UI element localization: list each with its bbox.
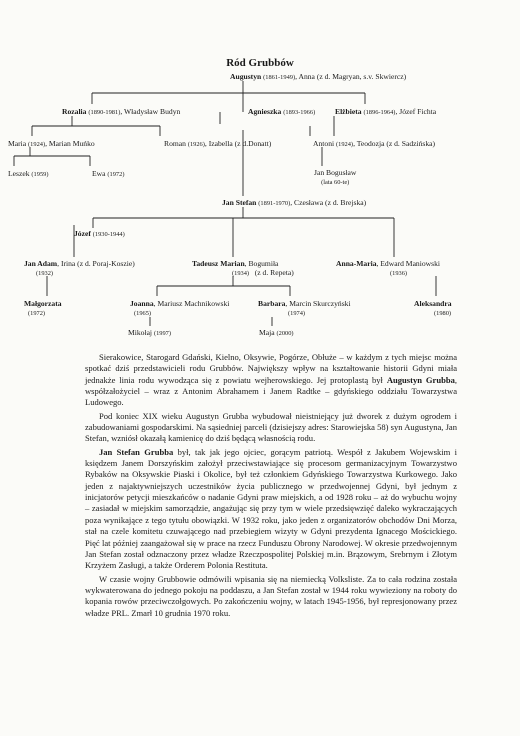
- person-years: (1861-1949): [263, 74, 296, 81]
- person-years: (1893-1966): [283, 109, 316, 116]
- paragraph-text: był, tak jak jego ojciec, gorącym patriotą. Wespół z Jakubem Wojewskim i księdzem Janem Dorszyńskim założył przeciwstawiające się procesom germanizacyjnym Towarzystwo Rybaków na Oksywskie Piaski i Okolice, był też członkiem Gdyńskiego Towarzystwa Kurkowego. Jako jeden z najaktywniejszych uczestników życia publicznego w przedwojennej Gdyni, był jednym z inicjatorów petycji mieszkańców o nadanie Gdyni praw miejskich, a od 1928 roku – aż do wybuchu wojny – zasiadał w miejskim samorządzie, angażując się przy tym w wiele przedsięwzięć daleko wykraczających poza wynikające z tego tytułu obowiązki. W 1932 roku, jako jeden z organizatorów obchodów Dni Morza, stał na czele komitetu czuwającego nad przebiegiem wizyty w Gdyni prezydenta Ignacego Mościckiego. Pięć lat później zaangażował się w prace na rzecz Funduszu Obrony Narodowej. W okresie przedwojennym Jan Stefan został odznaczony przez władze Rzeczpospolitej Polskiej m.in. Brązowym, Srebrnym i Złotym Krzyżem Zasługi, a także Orderem Polonia Restituta.: [85, 446, 457, 571]
- family-tree: [0, 0, 520, 345]
- person-years: (lata 60-te): [321, 179, 350, 186]
- person-spouse: , Marcin Skurczyński: [285, 299, 351, 308]
- person-maria: [8, 139, 95, 149]
- person-name: Maria: [8, 139, 27, 148]
- person-spouse: , Edward Maniowski: [376, 259, 440, 268]
- person-name: Mikołaj: [128, 328, 153, 337]
- person-name: Agnieszka: [248, 107, 282, 116]
- person-years: (1930-1944): [92, 231, 125, 238]
- person-spouse: , Bogumiła: [244, 259, 279, 268]
- person-name: Małgorzata: [24, 299, 62, 308]
- person-years: (1980): [434, 310, 452, 317]
- person-years: (1959): [31, 171, 49, 178]
- person-spouse: , Józef Fichta: [395, 107, 437, 116]
- paragraph: Pod koniec XIX wieku Augustyn Grubba wybudował nieistniejący już dworek z dużym ogrodem i zabudowaniami gospodarskimi. Na sąsiedniej parceli (dzisiejszy adres: Starowiejska 58) syn Augustyna, Jan Stefan, wzniósł okazałą kamienicę do dziś będącą własnością rodu.: [85, 410, 457, 444]
- person-name: Roman: [164, 139, 186, 148]
- person-name: Jan Adam: [24, 259, 58, 268]
- person-years: (1890-1981): [88, 109, 121, 116]
- person-spouse-maiden: (z d. Repeta): [254, 268, 294, 277]
- person-spouse: , Mariusz Machnikowski: [153, 299, 230, 308]
- paragraph-text: , współzałożyciel – wraz z Antonim Abrahamem i Janem Radtke – gdyńskiego oddziału Towarzystwa Ludowego.: [85, 374, 458, 408]
- person-augustyn: [230, 72, 406, 82]
- tree-connector-lines: [0, 0, 520, 345]
- person-years: (1896-1964): [363, 109, 396, 116]
- person-mikolaj: [128, 328, 171, 338]
- person-spouse: , Władysław Budyn: [120, 107, 181, 116]
- paragraph-text: Sierakowice, Starogard Gdański, Kielno, Oksywie, Pogórze, Obłuże – w każdym z tych miejsc można spotkać dziś przedstawicieli rodu Grubbów. Największy wpływ na kształtowanie historii Gdyni miała jednakże linia rodu wywodząca się z powiatu wejherowskiego. Jej protoplastą był: [85, 352, 457, 385]
- person-name: Anna-Maria: [336, 259, 377, 268]
- person-years: (1891-1970): [258, 200, 291, 207]
- person-years: (1934): [232, 270, 250, 277]
- person-roman: [164, 139, 271, 149]
- person-rozalia: [62, 107, 180, 117]
- person-jozef: [74, 229, 125, 239]
- person-aleksandra: [414, 299, 452, 318]
- person-jan-adam: [24, 259, 135, 278]
- person-years: (1965): [134, 310, 152, 317]
- paragraph: [85, 447, 457, 572]
- person-years: (1932): [36, 270, 54, 277]
- person-leszek: [8, 169, 48, 179]
- person-name: Barbara: [258, 299, 286, 308]
- person-name: Tadeusz Marian: [192, 259, 245, 268]
- person-years: (1997): [153, 330, 171, 337]
- person-spouse: , Teodozja (z d. Sadzińska): [353, 139, 436, 148]
- person-name: Elżbieta: [335, 107, 362, 116]
- person-years: (1924): [28, 141, 46, 148]
- person-tadeusz: [192, 259, 294, 278]
- person-anna-maria: [336, 259, 440, 278]
- person-name: Leszek: [8, 169, 30, 178]
- body-text: [85, 352, 457, 619]
- person-name: Józef: [74, 229, 91, 238]
- person-spouse: , Irina (z d. Poraj-Koszie): [57, 259, 135, 268]
- person-maja: [259, 328, 294, 338]
- highlight-name: Augustyn Grubba: [386, 374, 455, 385]
- person-name: Augustyn: [230, 72, 262, 81]
- person-name: Aleksandra: [414, 299, 452, 308]
- person-name: Antoni: [313, 139, 335, 148]
- person-spouse: , Izabella (z d.Donatt): [204, 139, 272, 148]
- person-malgorzata: [24, 299, 62, 318]
- person-name: Jan Stefan: [222, 198, 257, 207]
- person-spouse: , Marian Muńko: [45, 139, 95, 148]
- person-years: (1926): [187, 141, 205, 148]
- person-years: (1974): [288, 310, 306, 317]
- person-elzbieta: [335, 107, 436, 117]
- person-years: (1936): [390, 270, 408, 277]
- person-name: Joanna: [130, 299, 154, 308]
- person-years: (1924): [336, 141, 354, 148]
- person-joanna: [130, 299, 229, 318]
- person-ewa: [92, 169, 124, 179]
- person-name: Jan Bogusław: [314, 168, 357, 177]
- person-jan-stefan: [222, 198, 366, 208]
- person-name: Rozalia: [62, 107, 87, 116]
- person-name: Maja: [259, 328, 275, 337]
- person-antoni: [313, 139, 435, 149]
- person-barbara: [258, 299, 351, 318]
- paragraph: W czasie wojny Grubbowie odmówili wpisania się na niemiecką Volksliste. Za to cała rodzina została wykwaterowana do jednego pokoju na poddaszu, a Jan Stefan został w 1944 roku wywieziony na roboty do kopania rowów przeciwczołgowych. Po zakończeniu wojny, w latach 1945-1956, był represjonowany przez władze PRL. Zmarł 10 grudnia 1970 roku.: [85, 573, 457, 618]
- paragraph: [85, 352, 457, 409]
- person-agnieszka: [248, 107, 315, 117]
- tree-title: Ród Grubbów: [226, 57, 294, 69]
- person-spouse: , Anna (z d. Magryan, s.v. Skwiercz): [295, 72, 407, 81]
- person-years: (2000): [276, 330, 294, 337]
- person-spouse: , Czesława (z d. Brejska): [290, 198, 367, 207]
- person-jan-boguslaw: [314, 168, 356, 187]
- person-years: (1972): [28, 310, 46, 317]
- highlight-name: Jan Stefan Grubba: [99, 446, 174, 457]
- person-name: Ewa: [92, 169, 106, 178]
- person-years: (1972): [107, 171, 125, 178]
